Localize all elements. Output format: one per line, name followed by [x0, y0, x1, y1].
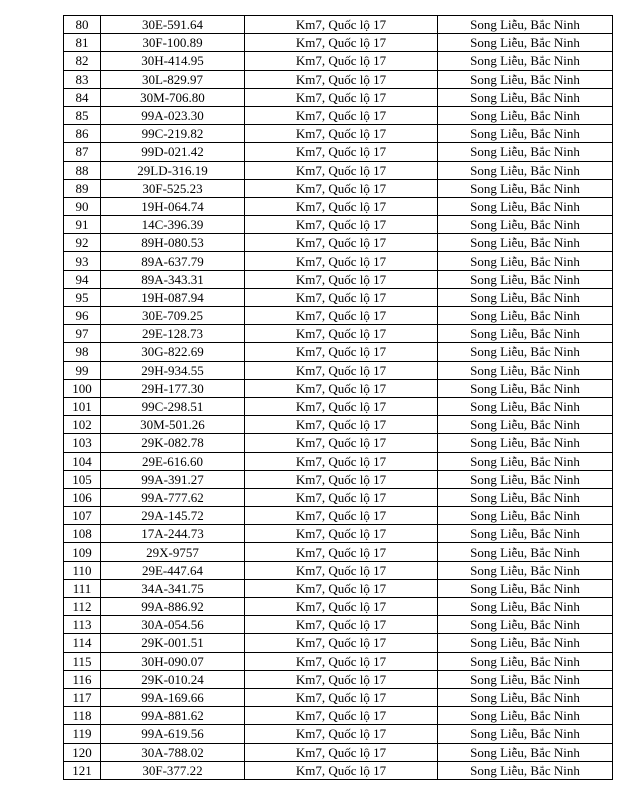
- row-number-cell: 106: [64, 488, 101, 506]
- row-number-cell: 114: [64, 634, 101, 652]
- location-cell: Km7, Quốc lộ 17: [245, 143, 438, 161]
- row-number-cell: 109: [64, 543, 101, 561]
- table-row: [64, 725, 613, 743]
- table-row: [64, 197, 613, 215]
- location-cell: Km7, Quốc lộ 17: [245, 652, 438, 670]
- location-cell: Km7, Quốc lộ 17: [245, 634, 438, 652]
- license-plate-cell: 30H-090.07: [101, 652, 245, 670]
- license-plate-cell: 30A-788.02: [101, 743, 245, 761]
- table-row: [64, 488, 613, 506]
- location-cell: Km7, Quốc lộ 17: [245, 361, 438, 379]
- address-cell: Song Liễu, Bắc Ninh: [438, 161, 613, 179]
- table-row: [64, 252, 613, 270]
- license-plate-cell: 29K-082.78: [101, 434, 245, 452]
- row-number-cell: 83: [64, 70, 101, 88]
- address-cell: Song Liễu, Bắc Ninh: [438, 106, 613, 124]
- license-plate-cell: 19H-064.74: [101, 197, 245, 215]
- location-cell: Km7, Quốc lộ 17: [245, 434, 438, 452]
- license-plate-cell: 29H-934.55: [101, 361, 245, 379]
- license-plate-cell: 29X-9757: [101, 543, 245, 561]
- table-row: [64, 161, 613, 179]
- address-cell: Song Liễu, Bắc Ninh: [438, 197, 613, 215]
- row-number-cell: 88: [64, 161, 101, 179]
- row-number-cell: 84: [64, 88, 101, 106]
- address-cell: Song Liễu, Bắc Ninh: [438, 507, 613, 525]
- license-plate-cell: 34A-341.75: [101, 579, 245, 597]
- row-number-cell: 94: [64, 270, 101, 288]
- row-number-cell: 80: [64, 16, 101, 34]
- address-cell: Song Liễu, Bắc Ninh: [438, 598, 613, 616]
- row-number-cell: 96: [64, 307, 101, 325]
- location-cell: Km7, Quốc lộ 17: [245, 343, 438, 361]
- row-number-cell: 100: [64, 379, 101, 397]
- row-number-cell: 118: [64, 707, 101, 725]
- address-cell: Song Liễu, Bắc Ninh: [438, 70, 613, 88]
- location-cell: Km7, Quốc lộ 17: [245, 307, 438, 325]
- address-cell: Song Liễu, Bắc Ninh: [438, 616, 613, 634]
- row-number-cell: 93: [64, 252, 101, 270]
- location-cell: Km7, Quốc lộ 17: [245, 488, 438, 506]
- location-cell: Km7, Quốc lộ 17: [245, 125, 438, 143]
- address-cell: Song Liễu, Bắc Ninh: [438, 143, 613, 161]
- license-plate-cell: 29K-001.51: [101, 634, 245, 652]
- row-number-cell: 105: [64, 470, 101, 488]
- location-cell: Km7, Quốc lộ 17: [245, 52, 438, 70]
- license-plate-cell: 30G-822.69: [101, 343, 245, 361]
- location-cell: Km7, Quốc lộ 17: [245, 252, 438, 270]
- address-cell: Song Liễu, Bắc Ninh: [438, 561, 613, 579]
- address-cell: Song Liễu, Bắc Ninh: [438, 579, 613, 597]
- location-cell: Km7, Quốc lộ 17: [245, 561, 438, 579]
- table-row: [64, 525, 613, 543]
- address-cell: Song Liễu, Bắc Ninh: [438, 216, 613, 234]
- row-number-cell: 116: [64, 670, 101, 688]
- row-number-cell: 111: [64, 579, 101, 597]
- row-number-cell: 104: [64, 452, 101, 470]
- row-number-cell: 110: [64, 561, 101, 579]
- table-row: [64, 579, 613, 597]
- address-cell: Song Liễu, Bắc Ninh: [438, 179, 613, 197]
- table-row: [64, 743, 613, 761]
- license-plate-cell: 99A-881.62: [101, 707, 245, 725]
- address-cell: Song Liễu, Bắc Ninh: [438, 325, 613, 343]
- address-cell: Song Liễu, Bắc Ninh: [438, 434, 613, 452]
- location-cell: Km7, Quốc lộ 17: [245, 579, 438, 597]
- location-cell: Km7, Quốc lộ 17: [245, 379, 438, 397]
- address-cell: Song Liễu, Bắc Ninh: [438, 379, 613, 397]
- table-row: [64, 688, 613, 706]
- location-cell: Km7, Quốc lộ 17: [245, 197, 438, 215]
- row-number-cell: 95: [64, 288, 101, 306]
- address-cell: Song Liễu, Bắc Ninh: [438, 452, 613, 470]
- row-number-cell: 120: [64, 743, 101, 761]
- table-row: [64, 616, 613, 634]
- location-cell: Km7, Quốc lộ 17: [245, 234, 438, 252]
- table-row: [64, 507, 613, 525]
- license-plate-cell: 29E-616.60: [101, 452, 245, 470]
- license-plate-cell: 99A-391.27: [101, 470, 245, 488]
- table-row: [64, 543, 613, 561]
- license-plate-cell: 99A-777.62: [101, 488, 245, 506]
- table-row: [64, 234, 613, 252]
- license-plate-cell: 30E-709.25: [101, 307, 245, 325]
- location-cell: Km7, Quốc lộ 17: [245, 16, 438, 34]
- license-plate-cell: 17A-244.73: [101, 525, 245, 543]
- license-plate-cell: 30F-525.23: [101, 179, 245, 197]
- address-cell: Song Liễu, Bắc Ninh: [438, 470, 613, 488]
- address-cell: Song Liễu, Bắc Ninh: [438, 652, 613, 670]
- table-row: [64, 288, 613, 306]
- address-cell: Song Liễu, Bắc Ninh: [438, 343, 613, 361]
- location-cell: Km7, Quốc lộ 17: [245, 179, 438, 197]
- row-number-cell: 108: [64, 525, 101, 543]
- license-plate-cell: 29A-145.72: [101, 507, 245, 525]
- address-cell: Song Liễu, Bắc Ninh: [438, 725, 613, 743]
- license-plate-cell: 89A-343.31: [101, 270, 245, 288]
- row-number-cell: 90: [64, 197, 101, 215]
- row-number-cell: 91: [64, 216, 101, 234]
- table-row: [64, 52, 613, 70]
- location-cell: Km7, Quốc lộ 17: [245, 470, 438, 488]
- row-number-cell: 98: [64, 343, 101, 361]
- location-cell: Km7, Quốc lộ 17: [245, 743, 438, 761]
- location-cell: Km7, Quốc lộ 17: [245, 270, 438, 288]
- table-row: [64, 70, 613, 88]
- row-number-cell: 87: [64, 143, 101, 161]
- address-cell: Song Liễu, Bắc Ninh: [438, 361, 613, 379]
- location-cell: Km7, Quốc lộ 17: [245, 397, 438, 415]
- table-row: [64, 125, 613, 143]
- row-number-cell: 117: [64, 688, 101, 706]
- table-row: [64, 270, 613, 288]
- table-row: [64, 307, 613, 325]
- row-number-cell: 115: [64, 652, 101, 670]
- address-cell: Song Liễu, Bắc Ninh: [438, 288, 613, 306]
- row-number-cell: 99: [64, 361, 101, 379]
- table-body: [64, 16, 613, 780]
- license-plate-cell: 29LD-316.19: [101, 161, 245, 179]
- license-plate-cell: 99A-023.30: [101, 106, 245, 124]
- license-plate-cell: 29E-128.73: [101, 325, 245, 343]
- license-plate-cell: 99A-886.92: [101, 598, 245, 616]
- license-plate-cell: 30F-100.89: [101, 34, 245, 52]
- address-cell: Song Liễu, Bắc Ninh: [438, 125, 613, 143]
- table-row: [64, 379, 613, 397]
- table-row: [64, 88, 613, 106]
- table-row: [64, 470, 613, 488]
- table-row: [64, 634, 613, 652]
- address-cell: Song Liễu, Bắc Ninh: [438, 743, 613, 761]
- address-cell: Song Liễu, Bắc Ninh: [438, 634, 613, 652]
- table-row: [64, 361, 613, 379]
- location-cell: Km7, Quốc lộ 17: [245, 70, 438, 88]
- license-plate-cell: 29H-177.30: [101, 379, 245, 397]
- table-row: [64, 670, 613, 688]
- license-plate-cell: 89A-637.79: [101, 252, 245, 270]
- row-number-cell: 89: [64, 179, 101, 197]
- license-plate-cell: 99A-619.56: [101, 725, 245, 743]
- location-cell: Km7, Quốc lộ 17: [245, 452, 438, 470]
- license-plate-cell: 30A-054.56: [101, 616, 245, 634]
- table-row: [64, 416, 613, 434]
- row-number-cell: 102: [64, 416, 101, 434]
- license-plate-cell: 30F-377.22: [101, 761, 245, 779]
- location-cell: Km7, Quốc lộ 17: [245, 88, 438, 106]
- row-number-cell: 85: [64, 106, 101, 124]
- row-number-cell: 101: [64, 397, 101, 415]
- table-row: [64, 598, 613, 616]
- address-cell: Song Liễu, Bắc Ninh: [438, 88, 613, 106]
- table-row: [64, 761, 613, 779]
- violation-table: [63, 15, 613, 780]
- location-cell: Km7, Quốc lộ 17: [245, 598, 438, 616]
- location-cell: Km7, Quốc lộ 17: [245, 543, 438, 561]
- row-number-cell: 112: [64, 598, 101, 616]
- location-cell: Km7, Quốc lộ 17: [245, 670, 438, 688]
- license-plate-cell: 99A-169.66: [101, 688, 245, 706]
- address-cell: Song Liễu, Bắc Ninh: [438, 670, 613, 688]
- location-cell: Km7, Quốc lộ 17: [245, 707, 438, 725]
- table-row: [64, 179, 613, 197]
- address-cell: Song Liễu, Bắc Ninh: [438, 252, 613, 270]
- address-cell: Song Liễu, Bắc Ninh: [438, 761, 613, 779]
- row-number-cell: 107: [64, 507, 101, 525]
- license-plate-cell: 29E-447.64: [101, 561, 245, 579]
- address-cell: Song Liễu, Bắc Ninh: [438, 234, 613, 252]
- license-plate-cell: 30M-706.80: [101, 88, 245, 106]
- license-plate-cell: 89H-080.53: [101, 234, 245, 252]
- row-number-cell: 92: [64, 234, 101, 252]
- location-cell: Km7, Quốc lộ 17: [245, 688, 438, 706]
- address-cell: Song Liễu, Bắc Ninh: [438, 270, 613, 288]
- license-plate-cell: 30E-591.64: [101, 16, 245, 34]
- table-row: [64, 707, 613, 725]
- table-row: [64, 16, 613, 34]
- license-plate-cell: 99D-021.42: [101, 143, 245, 161]
- location-cell: Km7, Quốc lộ 17: [245, 761, 438, 779]
- location-cell: Km7, Quốc lộ 17: [245, 725, 438, 743]
- row-number-cell: 81: [64, 34, 101, 52]
- address-cell: Song Liễu, Bắc Ninh: [438, 52, 613, 70]
- address-cell: Song Liễu, Bắc Ninh: [438, 707, 613, 725]
- address-cell: Song Liễu, Bắc Ninh: [438, 34, 613, 52]
- location-cell: Km7, Quốc lộ 17: [245, 216, 438, 234]
- address-cell: Song Liễu, Bắc Ninh: [438, 543, 613, 561]
- license-plate-cell: 99C-219.82: [101, 125, 245, 143]
- license-plate-cell: 30H-414.95: [101, 52, 245, 70]
- table-row: [64, 434, 613, 452]
- license-plate-cell: 30M-501.26: [101, 416, 245, 434]
- table-row: [64, 561, 613, 579]
- address-cell: Song Liễu, Bắc Ninh: [438, 488, 613, 506]
- table-row: [64, 34, 613, 52]
- row-number-cell: 86: [64, 125, 101, 143]
- location-cell: Km7, Quốc lộ 17: [245, 325, 438, 343]
- address-cell: Song Liễu, Bắc Ninh: [438, 16, 613, 34]
- row-number-cell: 97: [64, 325, 101, 343]
- address-cell: Song Liễu, Bắc Ninh: [438, 416, 613, 434]
- location-cell: Km7, Quốc lộ 17: [245, 525, 438, 543]
- row-number-cell: 113: [64, 616, 101, 634]
- location-cell: Km7, Quốc lộ 17: [245, 416, 438, 434]
- location-cell: Km7, Quốc lộ 17: [245, 288, 438, 306]
- license-plate-cell: 30L-829.97: [101, 70, 245, 88]
- license-plate-cell: 99C-298.51: [101, 397, 245, 415]
- address-cell: Song Liễu, Bắc Ninh: [438, 525, 613, 543]
- address-cell: Song Liễu, Bắc Ninh: [438, 688, 613, 706]
- table-row: [64, 343, 613, 361]
- table-row: [64, 216, 613, 234]
- license-plate-cell: 19H-087.94: [101, 288, 245, 306]
- row-number-cell: 82: [64, 52, 101, 70]
- location-cell: Km7, Quốc lộ 17: [245, 616, 438, 634]
- table-row: [64, 397, 613, 415]
- location-cell: Km7, Quốc lộ 17: [245, 106, 438, 124]
- license-plate-cell: 14C-396.39: [101, 216, 245, 234]
- table-row: [64, 143, 613, 161]
- location-cell: Km7, Quốc lộ 17: [245, 161, 438, 179]
- license-plate-cell: 29K-010.24: [101, 670, 245, 688]
- row-number-cell: 103: [64, 434, 101, 452]
- table-row: [64, 325, 613, 343]
- row-number-cell: 121: [64, 761, 101, 779]
- address-cell: Song Liễu, Bắc Ninh: [438, 307, 613, 325]
- table-row: [64, 652, 613, 670]
- location-cell: Km7, Quốc lộ 17: [245, 34, 438, 52]
- row-number-cell: 119: [64, 725, 101, 743]
- location-cell: Km7, Quốc lộ 17: [245, 507, 438, 525]
- table-row: [64, 452, 613, 470]
- address-cell: Song Liễu, Bắc Ninh: [438, 397, 613, 415]
- table-row: [64, 106, 613, 124]
